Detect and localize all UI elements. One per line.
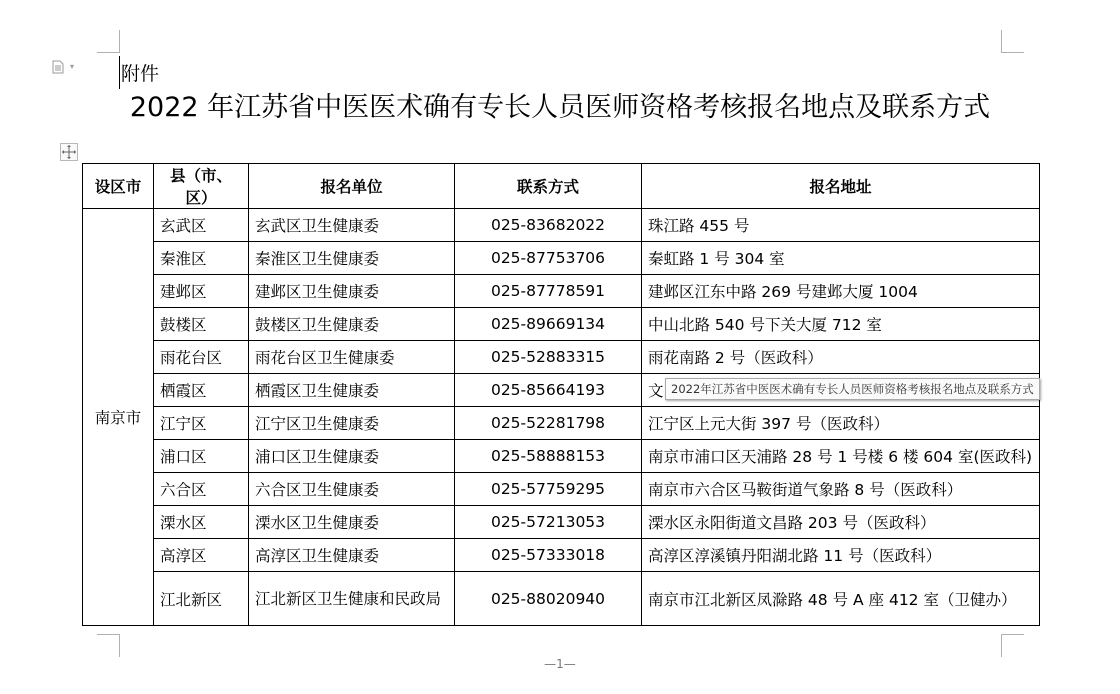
address-cell: 秦虹路 1 号 304 室 [642,242,1040,275]
table-row [83,572,1040,626]
county-cell: 江北新区 [154,572,249,626]
page-corner-mark [1001,30,1024,53]
table-row [83,209,1040,242]
table-row [83,308,1040,341]
page-corner-mark [1001,634,1024,657]
unit-cell: 江宁区卫生健康委 [249,407,455,440]
chevron-down-icon[interactable]: ▾ [70,62,75,71]
table-row [83,539,1040,572]
address-cell: 珠江路 455 号 [642,209,1040,242]
phone-cell: 025-57333018 [455,539,642,572]
unit-cell: 六合区卫生健康委 [249,473,455,506]
phone-cell: 025-83682022 [455,209,642,242]
table-row [83,242,1040,275]
address-cell: 雨花南路 2 号（医政科） [642,341,1040,374]
phone-cell: 025-87753706 [455,242,642,275]
table-row [83,275,1040,308]
county-cell: 高淳区 [154,539,249,572]
phone-cell: 025-57759295 [455,473,642,506]
county-cell: 鼓楼区 [154,308,249,341]
table-row [83,440,1040,473]
unit-cell: 江北新区卫生健康和民政局 [249,572,455,626]
county-cell: 浦口区 [154,440,249,473]
table-row [83,341,1040,374]
unit-cell: 高淳区卫生健康委 [249,539,455,572]
title-tooltip: 2022年江苏省中医医术确有专长人员医师资格考核报名地点及联系方式 [665,378,1040,400]
unit-cell: 溧水区卫生健康委 [249,506,455,539]
county-cell: 玄武区 [154,209,249,242]
table-row [83,407,1040,440]
table-row [83,506,1040,539]
unit-cell: 秦淮区卫生健康委 [249,242,455,275]
county-cell: 溧水区 [154,506,249,539]
unit-cell: 建邺区卫生健康委 [249,275,455,308]
phone-cell: 025-87778591 [455,275,642,308]
address-cell: 文 [642,374,1040,407]
page-number: —1— [544,657,576,671]
phone-cell: 025-85664193 [455,374,642,407]
phone-cell: 025-89669134 [455,308,642,341]
header-unit: 报名单位 [249,164,455,209]
county-cell: 雨花台区 [154,341,249,374]
phone-cell: 025-57213053 [455,506,642,539]
text-cursor [119,56,120,89]
header-phone: 联系方式 [455,164,642,209]
county-cell: 江宁区 [154,407,249,440]
page-corner-mark [97,634,120,657]
county-cell: 建邺区 [154,275,249,308]
header-county: 县（市、区） [154,164,249,209]
table-row [83,473,1040,506]
county-cell: 秦淮区 [154,242,249,275]
county-cell: 六合区 [154,473,249,506]
address-cell: 中山北路 540 号下关大厦 712 室 [642,308,1040,341]
address-cell: 江宁区上元大街 397 号（医政科） [642,407,1040,440]
header-address: 报名地址 [642,164,1040,209]
address-cell: 溧水区永阳街道文昌路 203 号（医政科） [642,506,1040,539]
unit-cell: 雨花台区卫生健康委 [249,341,455,374]
unit-cell: 鼓楼区卫生健康委 [249,308,455,341]
address-cell: 高淳区淳溪镇丹阳湖北路 11 号（医政科） [642,539,1040,572]
header-city: 设区市 [83,164,154,209]
page-corner-mark [97,30,120,53]
unit-cell: 玄武区卫生健康委 [249,209,455,242]
address-cell: 建邺区江东中路 269 号建邺大厦 1004 [642,275,1040,308]
address-cell: 南京市六合区马鞍街道气象路 8 号（医政科） [642,473,1040,506]
address-cell: 南京市浦口区天浦路 28 号 1 号楼 6 楼 604 室(医政科) [642,440,1040,473]
move-arrows-icon[interactable] [60,143,78,161]
unit-cell: 栖霞区卫生健康委 [249,374,455,407]
document-icon[interactable] [52,60,66,76]
phone-cell: 025-52281798 [455,407,642,440]
phone-cell: 025-52883315 [455,341,642,374]
phone-cell: 025-88020940 [455,572,642,626]
phone-cell: 025-58888153 [455,440,642,473]
table-header-row [83,164,1040,209]
address-cell: 南京市江北新区凤滁路 48 号 A 座 412 室（卫健办） [642,572,1040,626]
document-title: 2022 年江苏省中医医术确有专长人员医师资格考核报名地点及联系方式 [129,92,991,123]
city-cell: 南京市 [83,209,154,626]
attachment-label: 附件 [121,63,160,85]
county-cell: 栖霞区 [154,374,249,407]
unit-cell: 浦口区卫生健康委 [249,440,455,473]
